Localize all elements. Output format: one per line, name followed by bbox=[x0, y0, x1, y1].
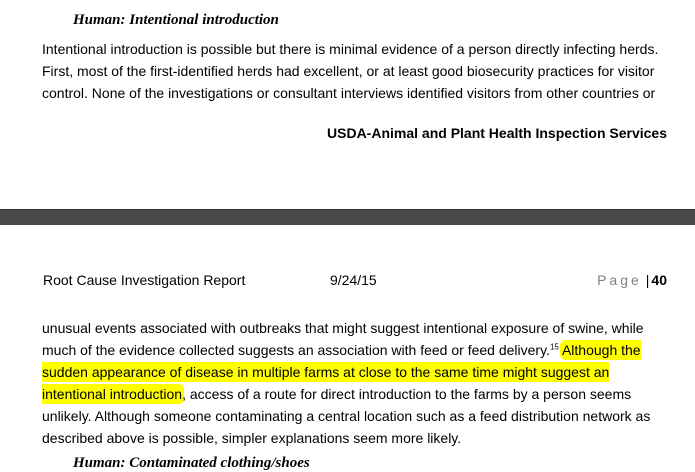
document-page-lower bbox=[0, 225, 695, 471]
body-paragraph-upper: Intentional introduction is possible but there is minimal evidence of a person directly infecting herds. First, most of the first-identified herds had excellent, or at least good biosecurity practices for visitor control. None of the investigations or consultant interviews identified visitors from other countries or bbox=[42, 41, 659, 101]
header-report-title: Root Cause Investigation Report bbox=[43, 272, 246, 288]
page-footer-agency: USDA-Animal and Plant Health Inspection Services bbox=[327, 125, 667, 141]
page-break-divider bbox=[0, 209, 695, 226]
paragraph-text-before-footnote: unusual events associated with outbreaks that might suggest intentional exposure of swine, while much of the evidence collected suggests an association with feed or feed delivery. bbox=[42, 320, 644, 358]
page-separator: | bbox=[645, 272, 650, 288]
page-number: 40 bbox=[651, 272, 667, 288]
next-section-heading: Human: Contaminated clothing/shoes bbox=[73, 455, 310, 471]
header-page-indicator bbox=[597, 272, 667, 288]
highlighted-text: Although the sudden appearance of disease in multiple farms at close to the same time might suggest an intentional introduction bbox=[42, 342, 641, 402]
section-heading: Human: Intentional introduction bbox=[73, 12, 279, 28]
header-date: 9/24/15 bbox=[330, 272, 377, 288]
body-paragraph-lower bbox=[42, 317, 662, 449]
paragraph-text-after-highlight: , access of a route for direct introduction to the farms by a person seems unlikely. Although someone contaminating a central location such as a feed distribution network as described above is possible, simpler explanations seem more likely. bbox=[42, 386, 651, 446]
footnote-reference: 15 bbox=[549, 342, 559, 352]
document-page-upper bbox=[0, 0, 695, 209]
page-label: Page bbox=[597, 272, 642, 288]
